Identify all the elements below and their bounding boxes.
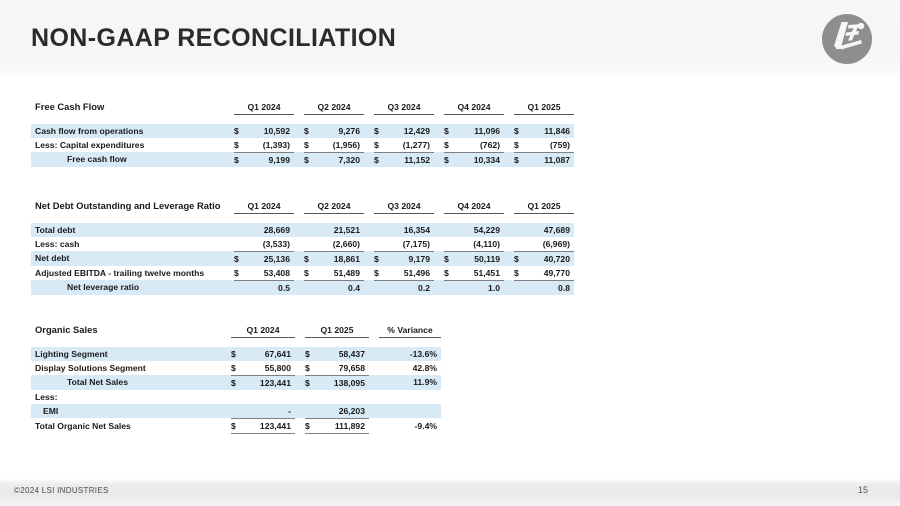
currency-symbol [234, 280, 243, 295]
table-free-cash-flow [31, 100, 574, 167]
currency-symbol [514, 280, 523, 295]
cell-value: (762) [453, 138, 504, 153]
cell-value: 16,354 [403, 224, 430, 235]
row-label: Display Solutions Segment [35, 362, 146, 373]
table-section-title-row [31, 199, 574, 214]
cell-value: (7,175) [383, 237, 434, 252]
cell-value: 40,720 [543, 253, 570, 264]
col-gap [434, 199, 444, 214]
currency-symbol [444, 223, 453, 237]
currency-symbol: $ [231, 361, 240, 376]
currency-symbol: $ [374, 125, 379, 136]
column-header: Q3 2024 [374, 100, 434, 115]
cell-value: 11,152 [404, 154, 430, 165]
currency-symbol: $ [514, 138, 523, 153]
cell-value: 58,437 [338, 348, 365, 359]
currency-symbol [234, 237, 243, 252]
column-header: % Variance [379, 323, 441, 338]
cell-value [240, 390, 295, 404]
currency-symbol: $ [234, 253, 239, 264]
column-header: Q2 2024 [304, 199, 364, 214]
currency-symbol [374, 223, 383, 237]
cell-value: 50,119 [474, 253, 500, 264]
currency-symbol [374, 280, 383, 295]
currency-symbol: $ [514, 154, 519, 165]
cell-value: 26,203 [314, 404, 369, 419]
cell-value: 47,689 [543, 224, 570, 235]
cell-value: (759) [523, 138, 574, 153]
currency-symbol: $ [514, 125, 519, 136]
table-section-title-row [31, 100, 574, 115]
col-gap [434, 100, 444, 115]
row-label: Total Organic Net Sales [35, 420, 131, 431]
table-row [31, 266, 574, 281]
cell-value: 9,199 [268, 154, 290, 165]
cell-value: 123,441 [240, 418, 295, 433]
cell-value: (1,277) [383, 138, 434, 153]
cell-value: 55,800 [240, 361, 295, 376]
col-gap [294, 199, 304, 214]
currency-symbol: $ [304, 154, 309, 165]
currency-symbol: $ [304, 138, 313, 153]
table-row [31, 138, 574, 153]
section-title: Free Cash Flow [35, 101, 105, 113]
column-header: Q1 2024 [234, 100, 294, 115]
cell-variance: 42.8% [412, 362, 437, 373]
col-gap [295, 323, 305, 338]
footer-copyright: ©2024 LSI INDUSTRIES [14, 486, 109, 495]
currency-symbol [305, 404, 314, 419]
cell-value: 111,892 [314, 418, 369, 433]
column-header: Q3 2024 [374, 199, 434, 214]
currency-symbol: $ [444, 138, 453, 153]
section-title: Net Debt Outstanding and Leverage Ratio [35, 200, 221, 212]
currency-symbol [374, 237, 383, 252]
cell-variance: -13.6% [409, 348, 437, 359]
table-row [31, 404, 441, 419]
cell-value: 10,334 [473, 154, 500, 165]
cell-value: 0.8 [558, 282, 570, 293]
page-number: 15 [857, 485, 868, 495]
row-label: Less: Capital expenditures [35, 139, 145, 150]
currency-symbol [444, 237, 453, 252]
cell-value: (4,110) [453, 237, 504, 252]
table-row [31, 347, 441, 361]
footer-band [0, 478, 900, 506]
cell-variance [379, 390, 441, 404]
column-header: Q2 2024 [304, 100, 364, 115]
cell-value: 28,669 [263, 224, 290, 235]
cell-variance: 11.9% [413, 377, 437, 388]
cell-value: 12,429 [403, 125, 430, 136]
row-label: Less: cash [35, 238, 80, 249]
col-gap [364, 100, 374, 115]
cell-value: 138,095 [333, 377, 365, 388]
table-row [31, 390, 441, 404]
cell-value: 0.4 [348, 282, 360, 293]
page-title: NON-GAAP RECONCILIATION [31, 24, 397, 52]
currency-symbol: $ [374, 138, 383, 153]
cell-value: 11,846 [544, 125, 570, 136]
table-row [31, 237, 574, 252]
column-header: Q1 2025 [514, 100, 574, 115]
currency-symbol: $ [374, 266, 383, 281]
col-gap [504, 100, 514, 115]
cell-value: 11,087 [544, 154, 570, 165]
currency-symbol [305, 390, 314, 404]
cell-variance: -9.4% [414, 420, 437, 431]
currency-symbol: $ [234, 266, 243, 281]
cell-value: 49,770 [523, 266, 574, 281]
column-header: Q1 2024 [231, 323, 295, 338]
row-label: Total debt [35, 224, 76, 235]
currency-symbol: $ [305, 348, 310, 359]
row-label: Adjusted EBITDA - trailing twelve months [35, 267, 205, 278]
lsi-industries-logo-icon [821, 13, 873, 65]
cell-value: 7,320 [338, 154, 360, 165]
currency-symbol: $ [444, 266, 453, 281]
table-spacer-row [31, 115, 574, 124]
cell-value: (3,533) [243, 237, 294, 252]
currency-symbol [444, 280, 453, 295]
column-header: Q1 2025 [305, 323, 369, 338]
currency-symbol: $ [304, 266, 313, 281]
currency-symbol: $ [514, 266, 523, 281]
table-row-total [31, 280, 574, 295]
currency-symbol [304, 280, 313, 295]
cell-value: 0.5 [278, 282, 290, 293]
cell-value: 21,521 [333, 224, 360, 235]
row-label: Net leverage ratio [67, 282, 140, 293]
currency-symbol: $ [374, 154, 379, 165]
table-row [31, 124, 574, 138]
cell-value: (2,660) [313, 237, 364, 252]
cell-value: 25,136 [263, 253, 290, 264]
row-label: Less: [35, 391, 58, 402]
col-gap [504, 199, 514, 214]
cell-value: - [240, 404, 295, 419]
currency-symbol [514, 237, 523, 252]
currency-symbol [304, 237, 313, 252]
currency-symbol: $ [231, 348, 236, 359]
cell-value: 123,441 [259, 377, 291, 388]
currency-symbol: $ [374, 253, 379, 264]
currency-symbol: $ [305, 418, 314, 433]
cell-value: 0.2 [418, 282, 430, 293]
cell-value: 9,276 [338, 125, 360, 136]
cell-value: 54,229 [473, 224, 500, 235]
row-label: Free cash flow [67, 154, 127, 165]
cell-value: (1,393) [243, 138, 294, 153]
currency-symbol [514, 223, 523, 237]
currency-symbol [234, 223, 243, 237]
currency-symbol [231, 390, 240, 404]
cell-value: (6,969) [523, 237, 574, 252]
cell-value: 1.0 [488, 282, 500, 293]
currency-symbol [304, 223, 313, 237]
table-row [31, 223, 574, 237]
cell-value: 67,641 [264, 348, 291, 359]
cell-value: (1,956) [313, 138, 364, 153]
cell-variance [379, 404, 441, 419]
currency-symbol: $ [234, 138, 243, 153]
cell-value: 11,096 [474, 125, 500, 136]
section-title: Organic Sales [35, 324, 98, 336]
column-header: Q1 2025 [514, 199, 574, 214]
currency-symbol: $ [234, 125, 239, 136]
currency-symbol: $ [444, 125, 449, 136]
currency-symbol: $ [231, 418, 240, 433]
cell-value: 51,451 [453, 266, 504, 281]
table-row-total [31, 418, 441, 433]
cell-value [314, 390, 369, 404]
currency-symbol: $ [444, 253, 449, 264]
currency-symbol [231, 404, 240, 419]
col-gap [364, 199, 374, 214]
table-spacer-row [31, 338, 441, 347]
row-label: EMI [43, 405, 59, 416]
cell-value: 51,489 [313, 266, 364, 281]
row-label: Cash flow from operations [35, 125, 144, 136]
column-header: Q4 2024 [444, 100, 504, 115]
row-label: Net debt [35, 253, 70, 264]
currency-symbol: $ [444, 154, 449, 165]
table-row [31, 361, 441, 376]
col-gap [369, 323, 379, 338]
cell-value: 18,861 [333, 253, 360, 264]
cell-value: 10,592 [263, 125, 290, 136]
col-gap [294, 100, 304, 115]
cell-value: 79,658 [314, 361, 369, 376]
cell-value: 9,179 [408, 253, 430, 264]
currency-symbol: $ [234, 154, 239, 165]
row-label: Lighting Segment [35, 348, 108, 359]
currency-symbol: $ [305, 377, 310, 388]
table-spacer-row [31, 214, 574, 223]
cell-value: 51,496 [383, 266, 434, 281]
currency-symbol: $ [305, 361, 314, 376]
currency-symbol: $ [231, 377, 236, 388]
table-organic-sales [31, 323, 441, 434]
currency-symbol: $ [304, 253, 309, 264]
table-row-total [31, 152, 574, 167]
currency-symbol: $ [514, 253, 519, 264]
table-row [31, 251, 574, 266]
column-header: Q1 2024 [234, 199, 294, 214]
row-label: Total Net Sales [67, 377, 128, 388]
column-header: Q4 2024 [444, 199, 504, 214]
table-section-title-row [31, 323, 441, 338]
cell-value: 53,408 [243, 266, 294, 281]
table-row-total [31, 375, 441, 390]
currency-symbol: $ [304, 125, 309, 136]
table-net-debt-leverage [31, 199, 574, 295]
